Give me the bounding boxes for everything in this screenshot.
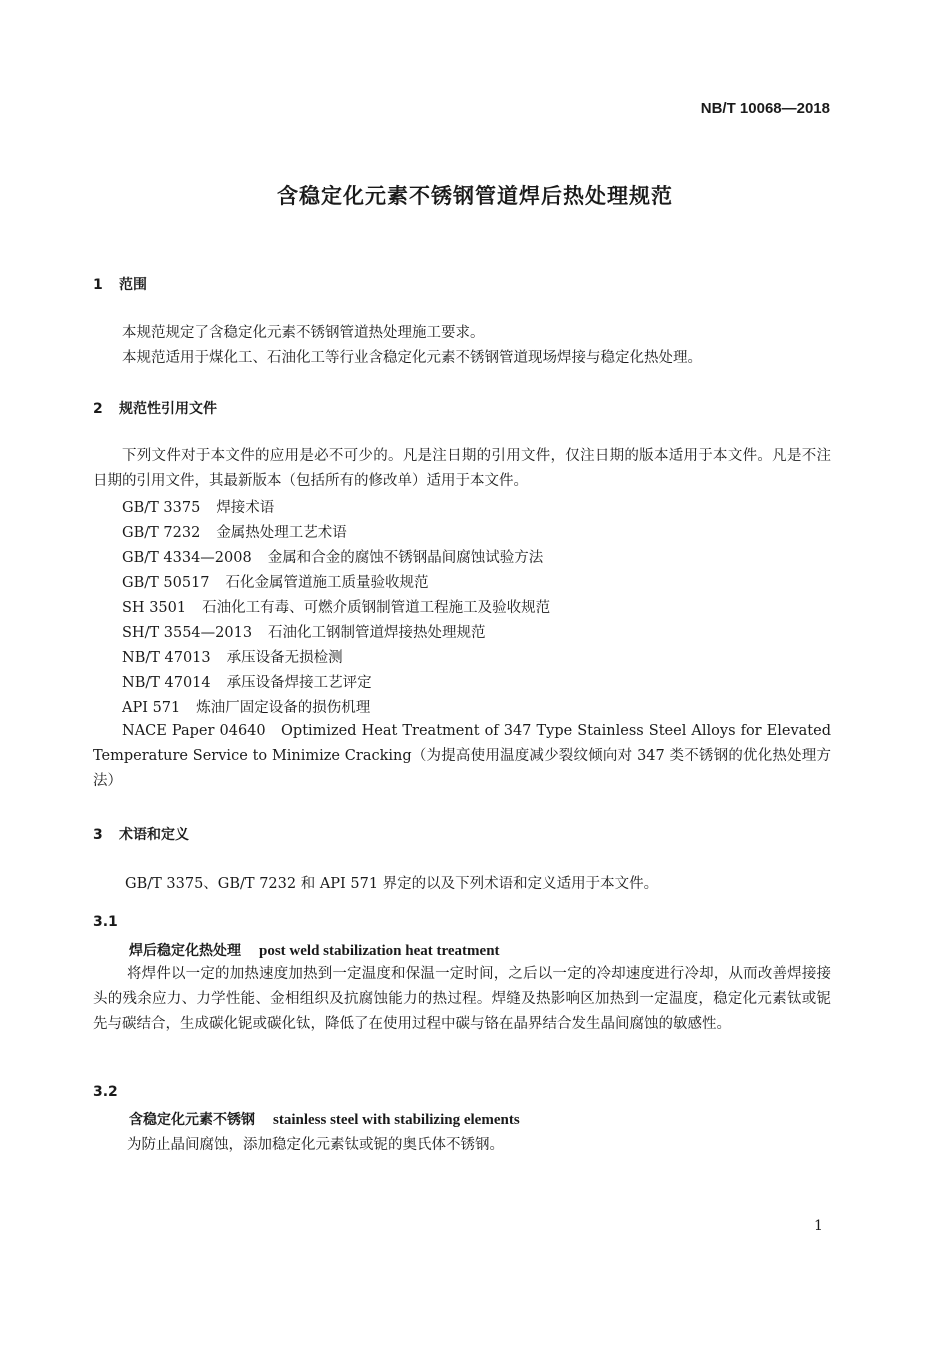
section-number: 1 — [93, 277, 103, 293]
paragraph: 下列文件对于本文件的应用是必不可少的。凡是注日期的引用文件，仅注日期的版本适用于本文件。凡是不注日期的引用文件，其最新版本（包括所有的修改单）适用于本文件。 — [93, 448, 831, 489]
section-title: 范围 — [119, 277, 147, 293]
paragraph: GB/T 3375、GB/T 7232 和 API 571 界定的以及下列术语和定义适用于本文件。 — [125, 876, 659, 892]
term-english: stainless steel with stabilizing elements — [273, 1112, 520, 1128]
reference-title: 石油化工钢制管道焊接热处理规范 — [268, 625, 486, 641]
reference-item — [122, 496, 274, 517]
section-2-heading — [93, 398, 217, 418]
reference-code: SH/T 3554—2013 — [122, 625, 253, 641]
reference-item — [122, 596, 550, 617]
reference-item — [122, 521, 347, 542]
reference-title: 石化金属管道施工质量验收规范 — [225, 575, 429, 591]
term-definition: 为防止晶间腐蚀，添加稳定化元素钛或铌的奥氏体不锈钢。 — [127, 1137, 504, 1153]
reference-code: GB/T 50517 — [122, 575, 210, 591]
reference-code: SH 3501 — [122, 600, 187, 616]
reference-item — [122, 671, 372, 692]
term-number: 3.1 — [93, 914, 118, 930]
reference-title: 承压设备焊接工艺评定 — [226, 675, 372, 691]
section-number: 2 — [93, 401, 103, 417]
page-number: 1 — [814, 1218, 823, 1234]
term-heading — [129, 940, 500, 960]
reference-code: GB/T 7232 — [122, 525, 201, 541]
reference-code: NB/T 47013 — [122, 650, 211, 666]
term-english: post weld stabilization heat treatment — [259, 943, 500, 959]
section-title: 术语和定义 — [119, 827, 189, 843]
term-chinese: 含稳定化元素不锈钢 — [129, 1112, 255, 1128]
reference-title: 石油化工有毒、可燃介质钢制管道工程施工及验收规范 — [202, 600, 551, 616]
section-number: 3 — [93, 827, 103, 843]
reference-nace: NACE Paper 04640 Optimized Heat Treatment of 347 Type Stainless Steel Alloys for Elevated Temperature Service to Minimize Cracking（为提高使用温度减少裂纹倾向对 347 类不锈钢的优化热处理方法） — [93, 723, 831, 789]
term-chinese: 焊后稳定化热处理 — [129, 943, 241, 959]
reference-title: 焊接术语 — [216, 500, 275, 516]
reference-code: NB/T 47014 — [122, 675, 211, 691]
document-title: 含稳定化元素不锈钢管道焊后热处理规范 — [277, 184, 673, 208]
section-3-heading — [93, 824, 189, 844]
reference-item — [122, 571, 429, 592]
reference-item — [122, 696, 370, 717]
reference-title: 金属和合金的腐蚀不锈钢晶间腐蚀试验方法 — [267, 550, 544, 566]
reference-title: 承压设备无损检测 — [226, 650, 343, 666]
section-title: 规范性引用文件 — [119, 401, 217, 417]
reference-code: GB/T 3375 — [122, 500, 201, 516]
paragraph: 本规范规定了含稳定化元素不锈钢管道热处理施工要求。 — [122, 325, 485, 341]
reference-item — [122, 621, 486, 642]
reference-item — [122, 646, 343, 667]
term-number: 3.2 — [93, 1084, 118, 1100]
standard-number: NB/T 10068—2018 — [700, 100, 830, 117]
reference-code: GB/T 4334—2008 — [122, 550, 252, 566]
reference-code: API 571 — [122, 700, 181, 716]
paragraph: 本规范适用于煤化工、石油化工等行业含稳定化元素不锈钢管道现场焊接与稳定化热处理。 — [122, 350, 702, 366]
section-1-heading — [93, 274, 147, 294]
reference-item — [122, 546, 543, 567]
term-definition: 将焊件以一定的加热速度加热到一定温度和保温一定时间，之后以一定的冷却速度进行冷却，从而改善焊接接头的残余应力、力学性能、金相组织及抗腐蚀能力的热过程。焊缝及热影响区加热到一定温度，稳定化元素钛或铌先与碳结合，生成碳化铌或碳化钛，降低了在使用过程中碳与铬在晶界结合发生晶间腐蚀的敏感性。 — [93, 966, 831, 1032]
reference-title: 炼油厂固定设备的损伤机理 — [196, 700, 371, 716]
reference-title: 金属热处理工艺术语 — [216, 525, 347, 541]
term-heading — [129, 1109, 520, 1129]
